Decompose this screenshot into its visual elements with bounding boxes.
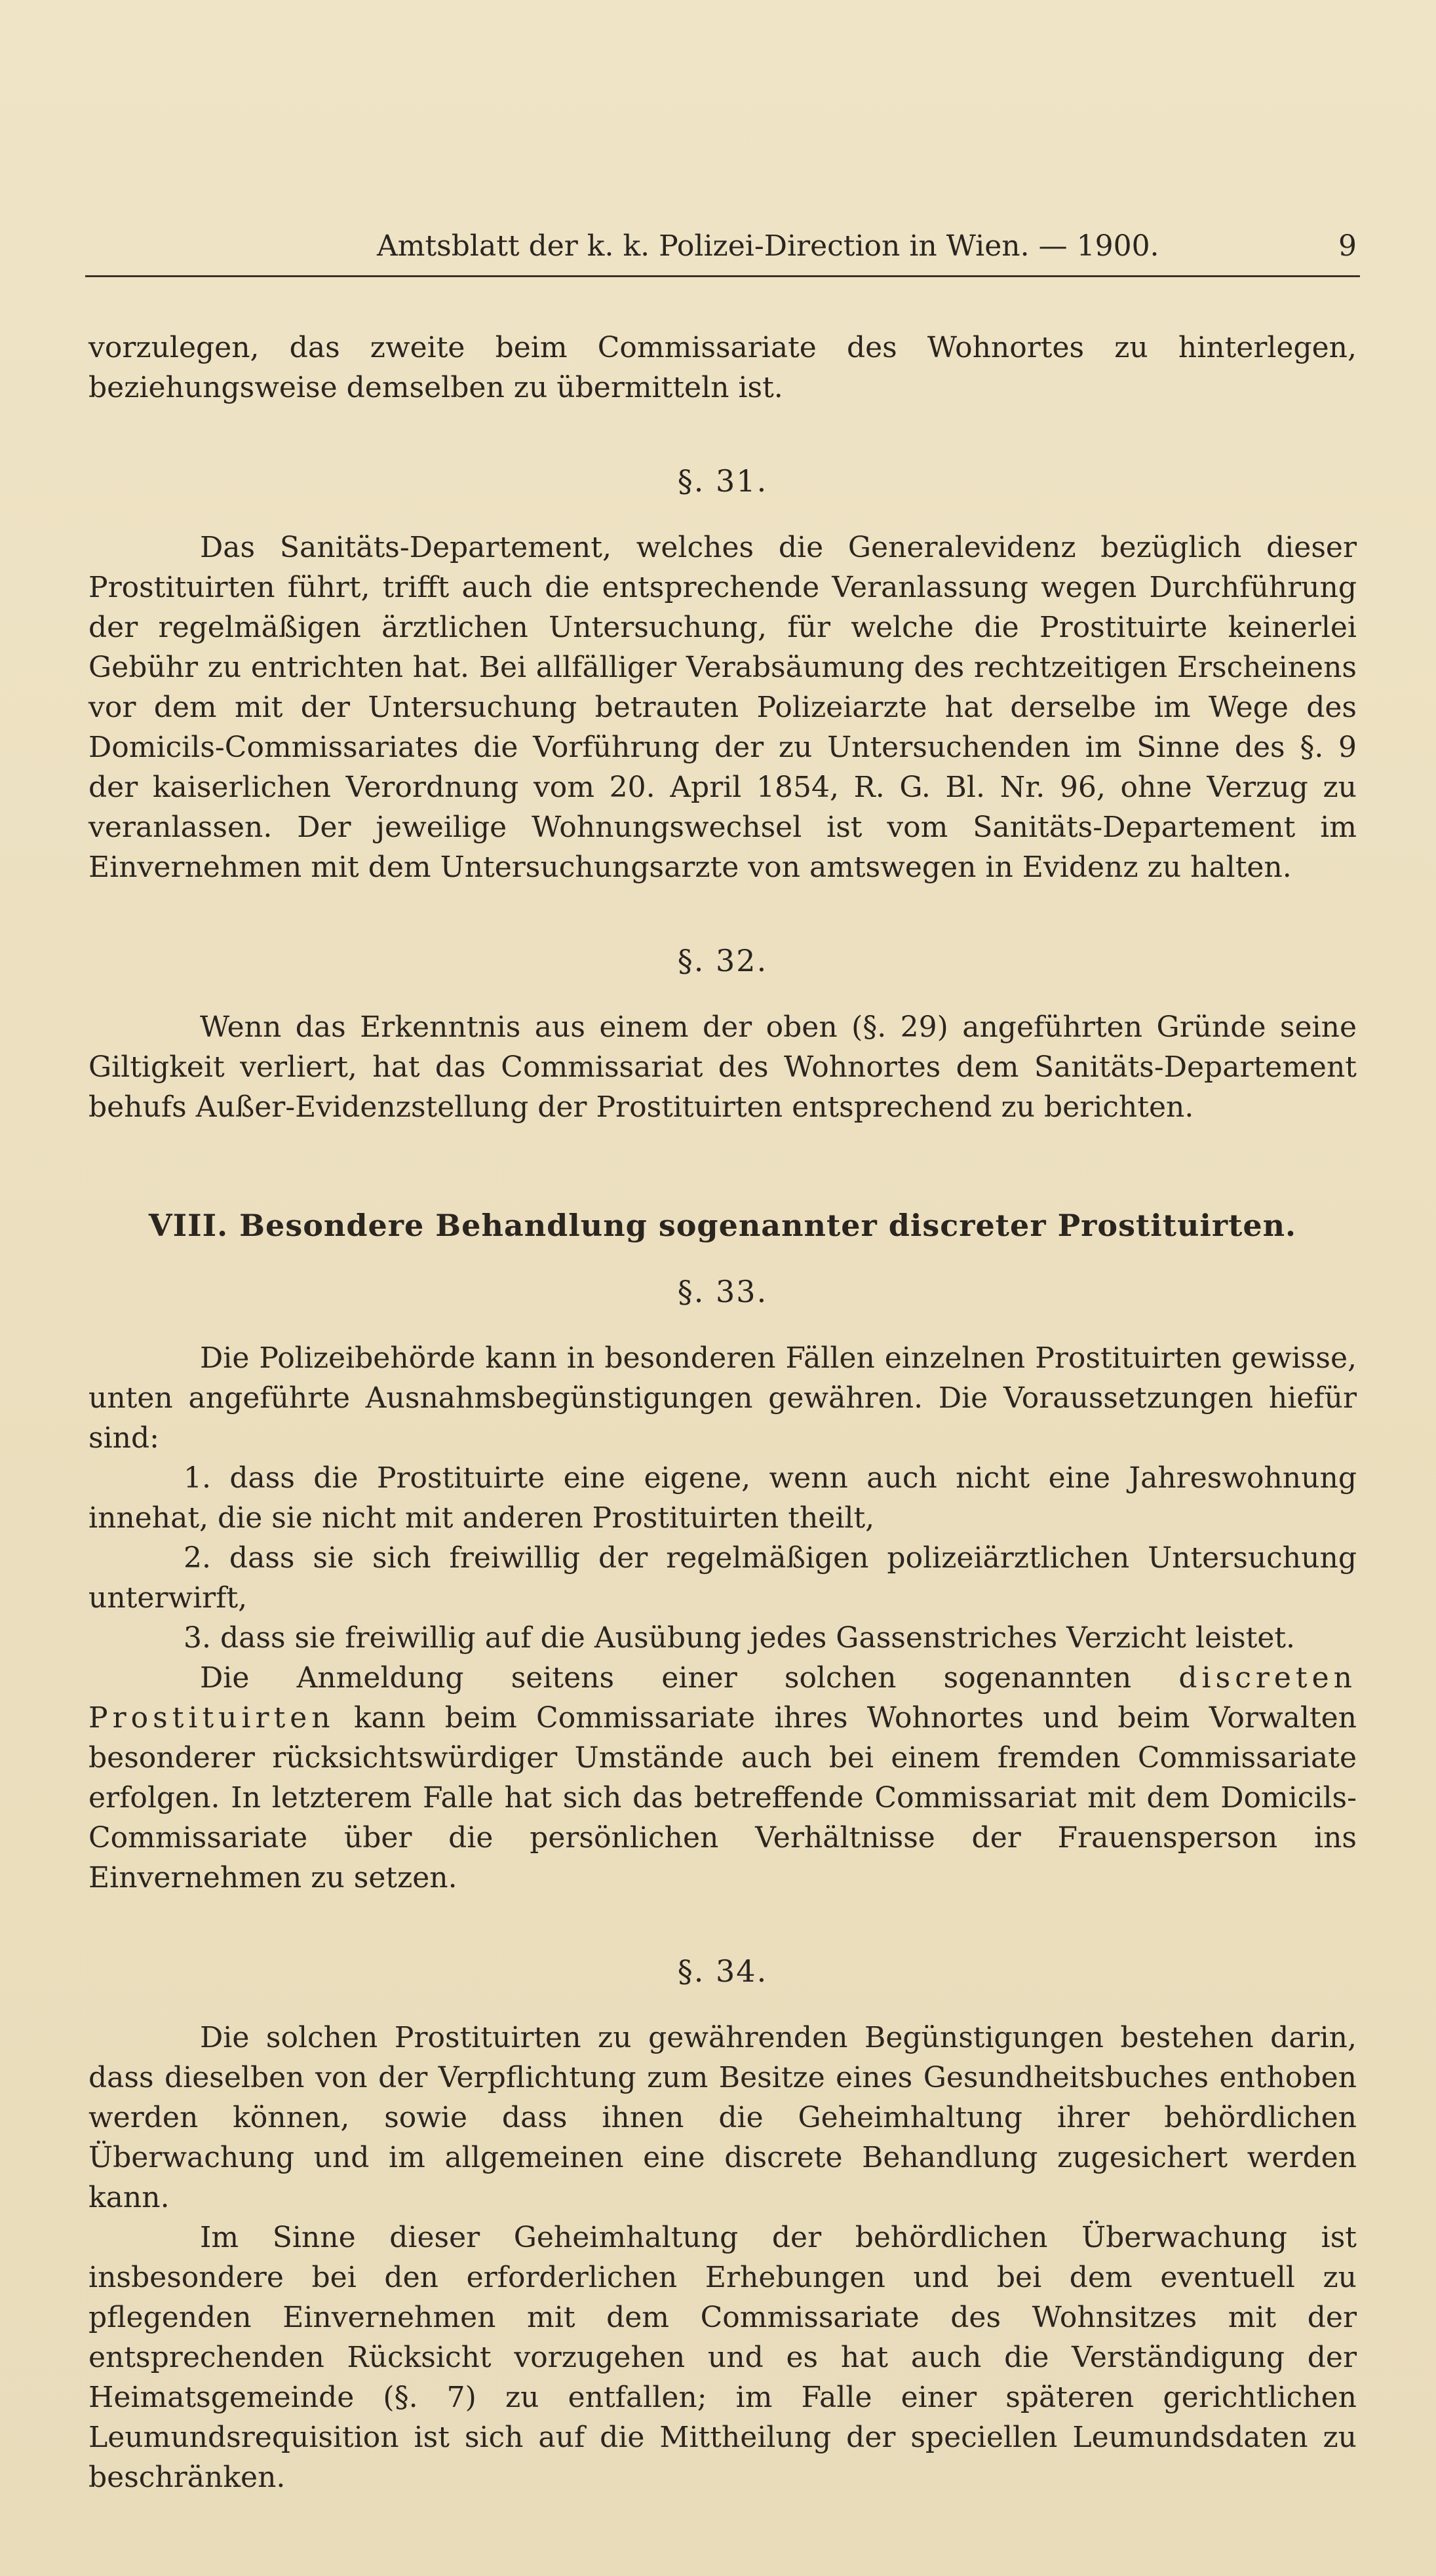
section-32-heading: §. 32. [677,943,768,978]
section-33-p2-start: Die Anmeldung seitens einer solchen sogenannten [200,1661,1132,1695]
chapter-viii-heading: VIII. Besondere Behandlung sogenannter discreter Prostituirten. [148,1208,1297,1243]
header-rule [85,275,1360,277]
section-33-list-item-2: 2. dass sie sich freiwillig der regelmäßigen polizeiärztlichen Untersuchung unterwirft, [88,1541,1357,1615]
intro-paragraph: vorzulegen, das zweite beim Commissariate des Wohnortes zu hinterlegen, beziehungsweise demselben zu übermitteln ist. [88,331,1357,404]
section-33-heading: §. 33. [677,1274,768,1309]
header-title: Amtsblatt der k. k. Polizei-Direction in Wien. — 1900. [377,229,1159,263]
section-34-paragraph-1: Die solchen Prostituirten zu gewährenden Begünstigungen bestehen darin, dass dieselben von der Verpflichtung zum Besitze eines Gesundheitsbuches enthoben werden können, sowie dass ihnen die Geheimhaltung ihrer behördlichen Überwachung und im allgemeinen eine discrete Behandlung zugesichert werden kann. [88,2021,1357,2214]
section-33-p2-end: kann beim Commissariate ihres Wohnortes und beim Vorwalten besonderer rücksichtswürdiger Umstände auch bei einem fremden Commissariate erfolgen. In letzterem Falle hat sich das betreffende Commissariat mit dem Domicils-Commissariate über die persönlichen Verhältnisse der Frauensperson ins Einvernehmen zu setzen. [88,1701,1357,1894]
section-34-paragraph-2: Im Sinne dieser Geheimhaltung der behördlichen Überwachung ist insbesondere bei den erforderlichen Erhebungen und bei dem eventuell zu pflegenden Einvernehmen mit dem Commissariate des Wohnsitzes mit der entsprechenden Rücksicht vorzugehen und es hat auch die Verständigung der Heimatsgemeinde (§. 7) zu entfallen; im Falle einer späteren gerichtlichen Leumundsrequisition ist sich auf die Mittheilung der speciellen Leumundsdaten zu beschränken. [88,2221,1357,2494]
page-number: 9 [1338,229,1357,263]
running-header [88,229,1357,275]
section-33-list-item-3: 3. dass sie freiwillig auf die Ausübung jedes Gassenstriches Verzicht leistet. [184,1621,1296,1655]
section-33-list-item-1: 1. dass die Prostituirte eine eigene, wenn auch nicht eine Jahreswohnung innehat, die sie nicht mit anderen Prostituirten theilt, [88,1461,1357,1535]
section-32-paragraph: Wenn das Erkenntnis aus einem der oben (§. 29) angeführten Gründe seine Giltigkeit verliert, hat das Commissariat des Wohnortes dem Sanitäts-Departement behufs Außer-Evidenzstellung der Prostituirten entsprechend zu berichten. [88,1010,1357,1124]
section-33-paragraph-2 [88,1658,1357,1898]
section-31-paragraph: Das Sanitäts-Departement, welches die Generalevidenz bezüglich dieser Prostituirten führt, trifft auch die entsprechende Veranlassung wegen Durchführung der regelmäßigen ärztlichen Untersuchung, für welche die Prostituirte keinerlei Gebühr zu entrichten hat. Bei allfälliger Verabsäumung des rechtzeitigen Erscheinens vor dem mit der Untersuchung betrauten Polizeiarzte hat derselbe im Wege des Domicils-Commissariates die Vorführung der zu Untersuchenden im Sinne des §. 9 der kaiserlichen Verordnung vom 20. April 1854, R. G. Bl. Nr. 96, ohne Verzug zu veranlassen. Der jeweilige Wohnungswechsel ist vom Sanitäts-Departement im Einvernehmen mit dem Untersuchungsarzte von amtswegen in Evidenz zu halten. [88,531,1357,884]
section-33-spaced-term: discreten Prostituirten [88,1661,1357,1735]
section-34-heading: §. 34. [677,1953,768,1989]
document-body [88,328,1357,2497]
section-31-heading: §. 31. [677,463,768,499]
section-33-paragraph-1: Die Polizeibehörde kann in besonderen Fällen einzelnen Prostituirten gewisse, unten angeführte Ausnahmsbegünstigungen gewähren. Die Voraussetzungen hiefür sind: [88,1341,1357,1455]
